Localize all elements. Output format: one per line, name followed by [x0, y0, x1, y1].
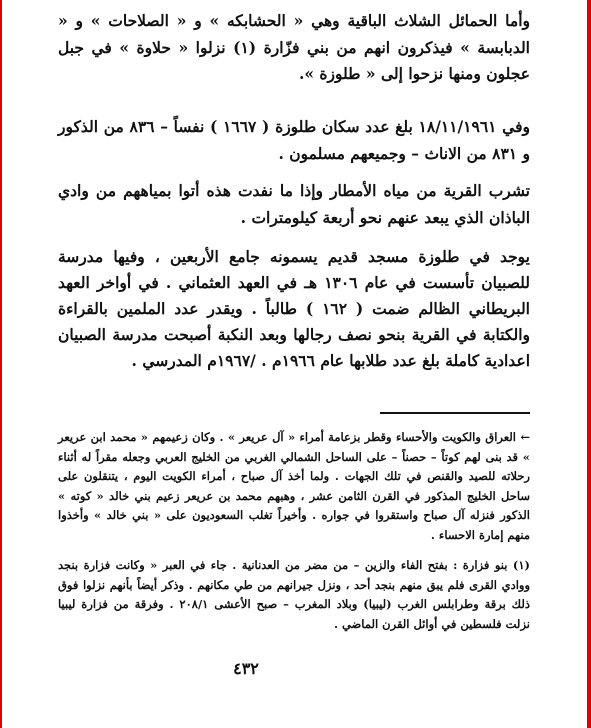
paragraph-mosque-school: يوجد في طلوزة مسجد قديم يسمونه جامع الأربعين ، وفيها مدرسة للصبيان تأسست في عام ١٣٠٦ هـ في العهد العثماني . في أواخر العهد البريطاني الظالم ضمت ( ١٦٢ ) طالباً . ويقدر عدد الملمين بالقراءة والكتابة في القرية بنحو نصف رجالها وبعد النكبة أصبحت مدرسة الصبيان اعدادية كاملة بلغ عدد طلابها عام ١٩٦٦م . /١٩٦٧م المدرسي .	[58, 247, 530, 370]
page-number: ٤٣٢	[233, 659, 259, 678]
footnote-banu-fazara: (١) بنو فزارة : بفتح الفاء والزين – من مضر من العدنانية . جاء في العبر « وكانت فزارة بنجد ووادي القرى فلم يبق منهم بنجد أحد ، ونزل جيرانهم من طي مكانهم . وذكر أيضاً بأنهم نزلوا فوق ذلك برقة وطرابلس الغرب (ليبيا) وبلاد المغرب – صبح الأعشى ٢٠٨/١ . وفرقة من فزارة ليبيا نزلت فلسطين في أوائل القرن الماضي .	[58, 558, 530, 631]
footnote-continued: ← العراق والكويت والأحساء وقطر بزعامة أمراء « آل عريعر » . وكان زعيمهم « محمد ابن عريعر » قد بنى لهم كوتاً – حصناً – على الساحل الشمالي الغربي من الخليج العربي وجعله مقراً له أثناء رحلاته للصيد والقنص في تلك الجهات . ولما أخذ آل صباح ، أمراء الكويت اليوم ، يتنقلون على ساحل الخليج المذكور في القرن الثامن عشر ، وهبهم محمد بن عريعر زعيم بني خالد « كوته » الذكور فنزله آل صباح واستقروا في جواره . وأخيراً تغلب السعوديون على « بني خالد » وأخذوا منهم إمارة الاحساء .	[58, 430, 530, 542]
footnote-divider	[380, 412, 530, 414]
paragraph-population: وفي ١٨/١١/١٩٦١ بلغ عدد سكان طلوزة ( ١٦٦٧ ) نفساً – ٨٣٦ من الذكور و ٨٣١ من الاناث – وجميعهم مسلمون .	[58, 117, 530, 163]
paragraph-water: تشرب القرية من مياه الأمطار وإذا ما نفدت هذه أتوا بمياههم من وادي الباذان الذي يبعد عنهم نحو أربعة كيلومترات .	[58, 181, 530, 227]
paragraph-families: وأما الحمائل الشلاث الباقية وهي « الحشابكه » و « الصلاحات » و « الدبابسة » فيذكرون انهم من بني فزّارة (١) نزلوا « حلاوة » في جبل عجلون ومنها نزحوا إلى « طلوزة ».	[58, 11, 530, 83]
